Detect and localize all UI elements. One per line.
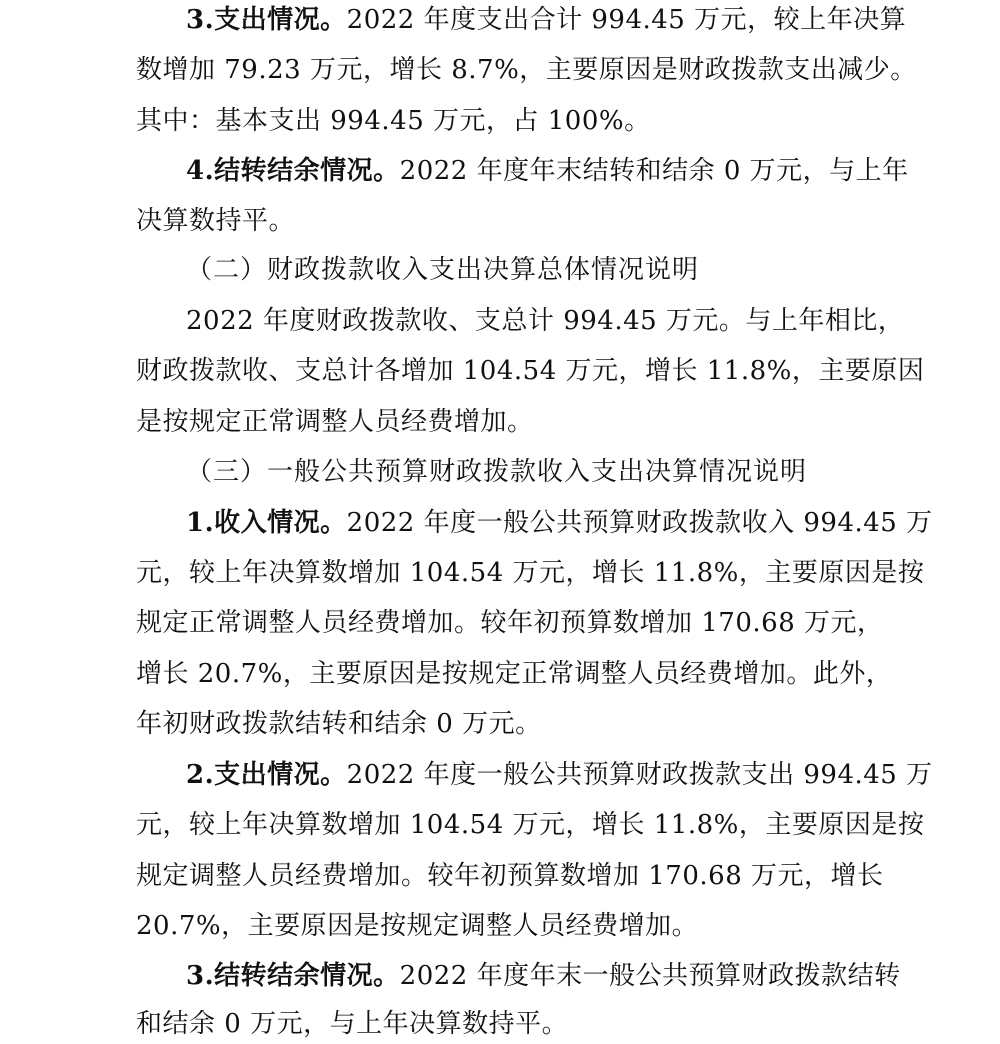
paragraph-line: 年初财政拨款结转和结余 0 万元。: [136, 709, 542, 739]
paragraph-line: 规定调整人员经费增加。较年初预算数增加 170.68 万元，增长: [136, 861, 884, 891]
paragraph-lead: 2.支出情况。: [186, 760, 347, 790]
paragraph-line: 数增加 79.23 万元，增长 8.7%，主要原因是财政拨款支出减少。: [136, 55, 917, 85]
paragraph-line: [186, 755, 933, 795]
paragraph-text: 2022 年度一般公共预算财政拨款收入 994.45 万: [346, 508, 933, 538]
paragraph-lead: 3.结转结余情况。: [186, 961, 400, 991]
paragraph-line: 20.7%，主要原因是按规定调整人员经费增加。: [136, 911, 699, 941]
paragraph-text: 2022 年度一般公共预算财政拨款支出 994.45 万: [346, 760, 933, 790]
paragraph-text: 2022 年度支出合计 994.45 万元，较上年决算: [346, 5, 907, 35]
paragraph-lead: 1.收入情况。: [186, 508, 347, 538]
paragraph-lead: 4.结转结余情况。: [186, 156, 400, 186]
paragraph-text: 2022 年度年末结转和结余 0 万元，与上年: [399, 156, 909, 186]
paragraph-line: 财政拨款收、支总计各增加 104.54 万元，增长 11.8%，主要原因: [136, 356, 925, 386]
paragraph-line: 其中：基本支出 994.45 万元，占 100%。: [136, 106, 651, 136]
section-heading: （二）财政拨款收入支出决算总体情况说明: [186, 255, 700, 285]
paragraph-line: 增长 20.7%，主要原因是按规定正常调整人员经费增加。此外，: [136, 659, 893, 689]
paragraph-line: 元，较上年决算数增加 104.54 万元，增长 11.8%，主要原因是按: [136, 810, 925, 840]
paragraph-line: 是按规定正常调整人员经费增加。: [136, 407, 534, 437]
paragraph-text: 2022 年度年末一般公共预算财政拨款结转: [399, 961, 901, 991]
paragraph-lead: 3.支出情况。: [186, 5, 347, 35]
paragraph-line: 和结余 0 万元，与上年决算数持平。: [136, 1009, 569, 1039]
paragraph-line: [186, 503, 933, 543]
paragraph-line: [186, 956, 901, 996]
paragraph-line: [186, 0, 906, 40]
paragraph-line: 规定正常调整人员经费增加。较年初预算数增加 170.68 万元，: [136, 608, 884, 638]
paragraph-line: 2022 年度财政拨款收、支总计 994.45 万元。与上年相比，: [186, 306, 905, 336]
paragraph-line: 决算数持平。: [136, 206, 296, 236]
section-heading: （三）一般公共预算财政拨款收入支出决算情况说明: [186, 457, 808, 487]
paragraph-line: 元，较上年决算数增加 104.54 万元，增长 11.8%，主要原因是按: [136, 558, 925, 588]
paragraph-line: [186, 151, 909, 191]
